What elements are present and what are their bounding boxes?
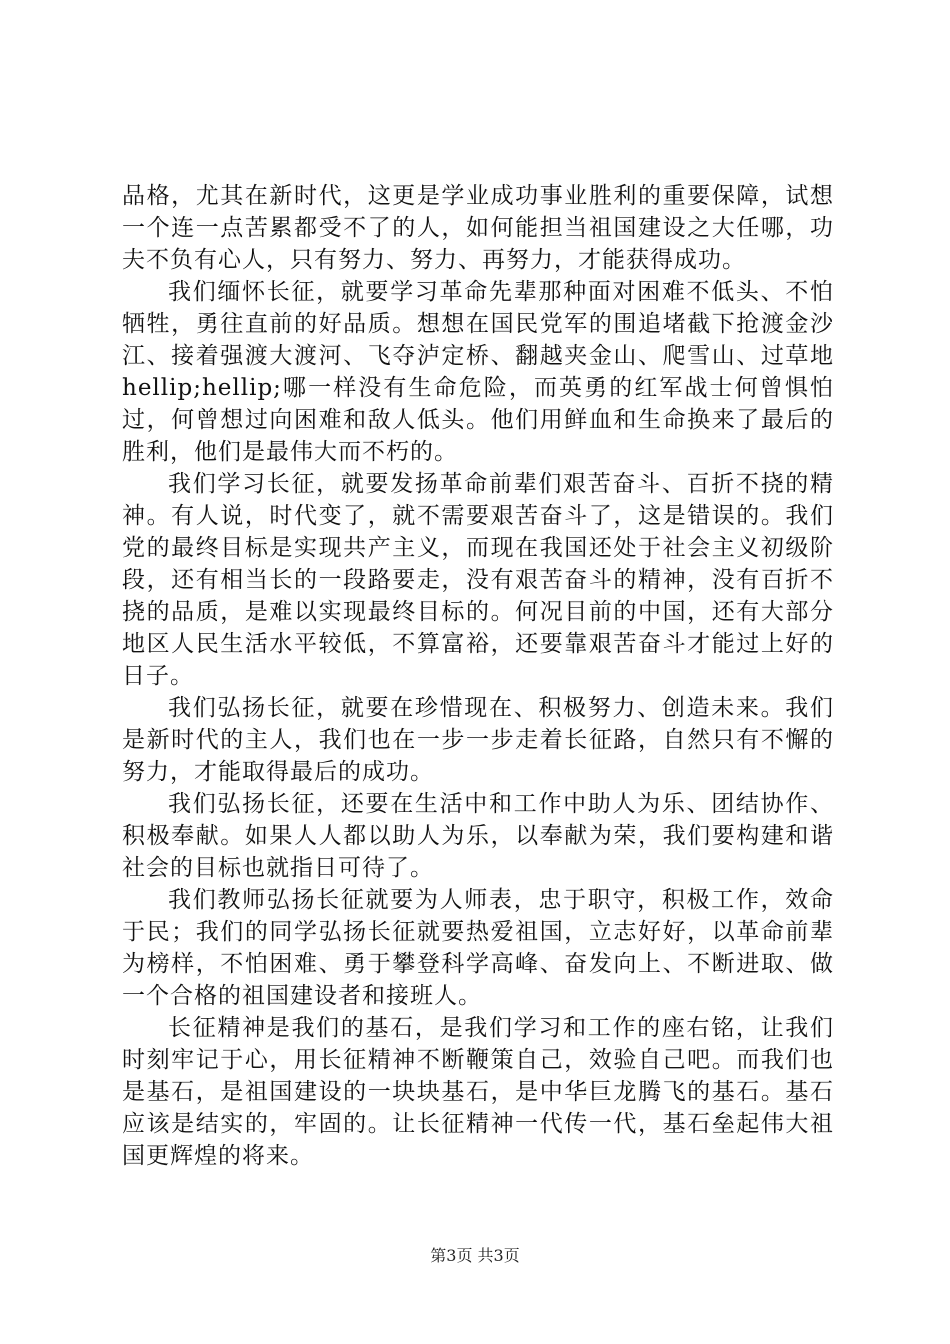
paragraph-cornerstone: 长征精神是我们的基石，是我们学习和工作的座右铭，让我们时刻牢记于心，用长征精神不断鞭策自己，效验自己吧。而我们也是基石，是祖国建设的一块块基石，是中华巨龙腾飞的基石。基石应该是结实的，牢固的。让长征精神一代传一代，基石垒起伟大祖国更辉煌的将来。 <box>122 1015 834 1169</box>
paragraph-continued: 品格，尤其在新时代，这更是学业成功事业胜利的重要保障，试想一个连一点苦累都受不了的人，如何能担当祖国建设之大任哪，功夫不负有心人，只有努力、努力、再努力，才能获得成功。 <box>122 183 834 273</box>
paragraph-promote-teamwork: 我们弘扬长征，还要在生活中和工作中助人为乐、团结协作、积极奉献。如果人人都以助人为乐，以奉献为荣，我们要构建和谐社会的目标也就指日可待了。 <box>122 791 834 881</box>
paragraph-learn-long-march: 我们学习长征，就要发扬革命前辈们艰苦奋斗、百折不挠的精神。有人说，时代变了，就不需要艰苦奋斗了，这是错误的。我们党的最终目标是实现共产主义，而现在我国还处于社会主义初级阶段，还有相当长的一段路要走，没有艰苦奋斗的精神，没有百折不挠的品质，是难以实现最终目标的。何况目前的中国，还有大部分地区人民生活水平较低，不算富裕，还要靠艰苦奋斗才能过上好的日子。 <box>122 471 834 689</box>
paragraph-teachers-students: 我们教师弘扬长征就要为人师表，忠于职守，积极工作，效命于民；我们的同学弘扬长征就要热爱祖国，立志好好，以革命前辈为榜样，不怕困难、勇于攀登科学高峰、奋发向上、不断进取、做一个合格的祖国建设者和接班人。 <box>122 887 834 1009</box>
paragraph-promote-future: 我们弘扬长征，就要在珍惜现在、积极努力、创造未来。我们是新时代的主人，我们也在一步一步走着长征路，自然只有不懈的努力，才能取得最后的成功。 <box>122 695 834 785</box>
page-number-footer: 第3页 共3页 <box>430 1246 520 1265</box>
document-body <box>122 180 834 1172</box>
paragraph-commemorate-long-march: 我们缅怀长征，就要学习革命先辈那种面对困难不低头、不怕牺牲，勇往直前的好品质。想想在国民党军的围追堵截下抢渡金沙江、接着强渡大渡河、飞夺泸定桥、翻越夹金山、爬雪山、过草地hellip;hellip;哪一样没有生命危险，而英勇的红军战士何曾惧怕过，何曾想过向困难和敌人低头。他们用鲜血和生命换来了最后的胜利，他们是最伟大而不朽的。 <box>122 279 834 465</box>
